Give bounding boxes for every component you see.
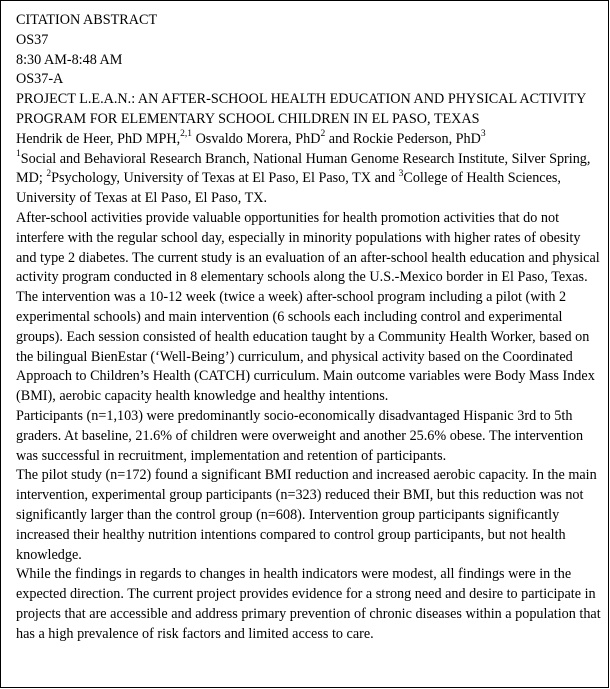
abstract-id: OS37-A xyxy=(16,71,64,88)
author-affiliation-mark: 2,1 xyxy=(180,129,193,140)
author-affiliation-mark: 3 xyxy=(480,129,486,140)
body-paragraph-results: The pilot study (n=172) found a significant BMI reduction and increased aerobic capacity. In the main intervention, experimental group participants (n=323) reduced their BMI, but this reduction was not significantly larger than the control group (n=608). Intervention group participants significantly increased their healthy nutrition intentions compared to control group participants, but not health knowledge. xyxy=(16,467,597,563)
body-paragraph-methods: The intervention was a 10-12 week (twice a week) after-school program including a pilot (with 2 experimental schools) and main intervention (6 schools each including control and experimental groups). Each session consisted of health education taught by a Community Health Worker, based on the bilingual BienEstar (‘Well-Being’) curriculum, and physical activity based on the Coordinated Approach to Children’s Health (CATCH) curriculum. Main outcome variables were Body Mass Index (BMI), aerobic capacity health knowledge and healthy intentions. xyxy=(16,289,595,405)
author-name: Rockie Pederson, PhD xyxy=(352,130,481,147)
affiliation-number: 3 xyxy=(398,168,404,179)
session-time: 8:30 AM-8:48 AM xyxy=(16,51,123,68)
body-paragraph-participants: Participants (n=1,103) were predominantly socio-economically disadvantaged Hispanic 3rd to 5th graders. At baseline, 21.6% of children were overweight and another 25.6% obese. The intervention was successful in recruitment, implementation and retention of participants. xyxy=(16,407,584,464)
body-paragraph-background: After-school activities provide valuable opportunities for health promotion activities that do not interfere with the regular school day, especially in minority populations with higher rates of obesity and type 2 diabetes. The current study is an evaluation of an after-school health education and physical activity program conducted in 8 elementary schools along the U.S.-Mexico border in El Paso, Texas. xyxy=(16,209,600,286)
author-affiliation-mark: 2 xyxy=(320,129,326,140)
affiliation-list xyxy=(16,150,602,209)
author-list xyxy=(16,130,602,150)
affiliation-number: 1 xyxy=(16,148,21,159)
affiliation-text: Psychology, University of Texas at El Paso, El Paso, TX and xyxy=(51,170,399,187)
affiliation-text: College of Health Sciences, University of Texas at El Paso, El Paso, TX. xyxy=(16,170,561,207)
session-code: OS37 xyxy=(16,31,49,48)
abstract-title: PROJECT L.E.A.N.: AN AFTER-SCHOOL HEALTH EDUCATION AND PHYSICAL ACTIVITY PROGRAM FOR ELEMENTARY SCHOOL CHILDREN IN EL PASO, TEXAS xyxy=(16,91,586,127)
affiliation-text: Social and Behavioral Research Branch, National Human Genome Research Institute, Silver Spring, MD; xyxy=(16,150,591,187)
affiliation-number: 2 xyxy=(46,168,52,179)
author-name: Hendrik de Heer, PhD MPH, xyxy=(16,130,181,147)
body-paragraph-conclusion: While the findings in regards to changes in health indicators were modest, all findings were in the expected direction. The current project provides evidence for a strong need and desire to participate in projects that are accessible and address primary prevention of chronic diseases within a population that has a high prevalence of risk factors and limited access to care. xyxy=(16,566,601,642)
author-name: Osvaldo Morera, PhD xyxy=(195,130,321,147)
document-label: CITATION ABSTRACT xyxy=(16,12,158,28)
author-separator: and xyxy=(325,130,353,147)
